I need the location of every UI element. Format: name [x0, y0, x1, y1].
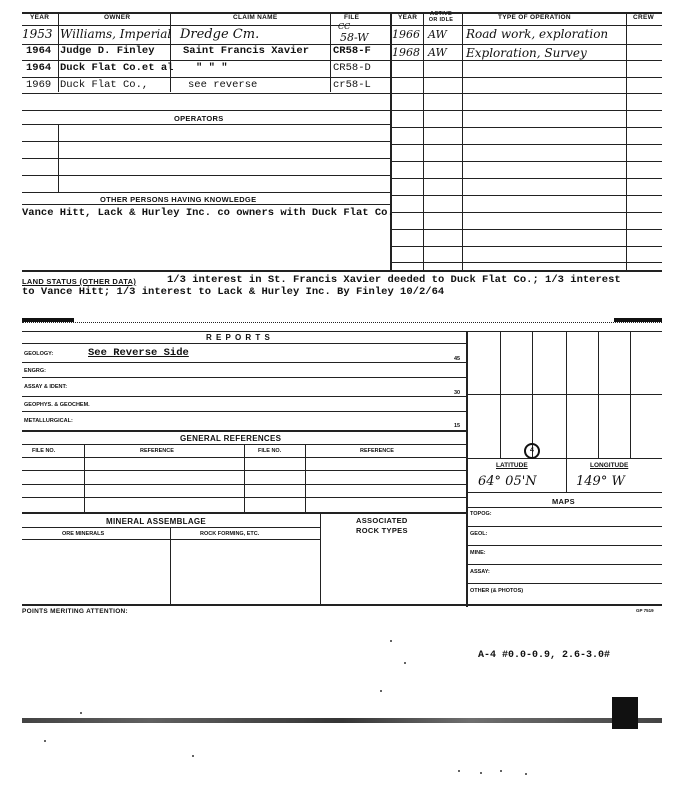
owner-row-line-4	[22, 93, 390, 94]
location-marker: 4	[524, 443, 540, 459]
speck-8	[390, 640, 392, 642]
speck-2	[192, 755, 194, 757]
ops-row-line-6	[390, 127, 662, 128]
operators-top-line	[22, 110, 390, 111]
ops-row-line-7	[390, 144, 662, 145]
crew-header: CREW	[633, 14, 655, 21]
owner-row-4-file: cr58-L	[333, 79, 371, 91]
points-meriting-label: POINTS MERITING ATTENTION:	[22, 608, 129, 615]
col-line-year	[58, 12, 59, 92]
land-status-label: LAND STATUS (OTHER DATA)	[22, 277, 137, 286]
middle-divider	[22, 270, 662, 272]
associated-label: ASSOCIATED	[356, 516, 408, 525]
ref-col-2	[244, 444, 245, 512]
speck-7	[44, 740, 46, 742]
bottom-blot	[612, 697, 638, 729]
operators-line-2	[22, 141, 390, 142]
maps-top-line	[466, 492, 662, 493]
claim-name-header: CLAIM NAME	[233, 14, 278, 21]
other-persons-underline	[22, 204, 390, 205]
year-header: YEAR	[30, 14, 50, 21]
ref-bottom-line	[22, 512, 466, 514]
num-45: 45	[454, 356, 461, 362]
metallurgical-line	[22, 430, 466, 432]
operators-line-4	[22, 175, 390, 176]
form-number: GP 7519	[636, 608, 654, 613]
col-line-active	[462, 12, 463, 270]
assay-line	[22, 396, 466, 397]
mineral-title-underline	[22, 527, 320, 528]
speck-9	[404, 662, 406, 664]
ops-row-2-year: 1968	[392, 46, 420, 59]
ops-row-line-3	[390, 77, 662, 78]
speck-6	[525, 773, 527, 775]
mineral-bottom-line	[22, 604, 662, 606]
type-of-operation-header: TYPE OF OPERATION	[498, 14, 571, 21]
reports-title-underline	[22, 343, 466, 344]
other-photos-label: OTHER (& PHOTOS)	[470, 588, 524, 594]
operators-line-5	[22, 192, 390, 193]
geology-value: See Reverse Side	[88, 347, 189, 359]
bottom-smear	[22, 718, 662, 723]
maps-label: MAPS	[552, 497, 575, 506]
land-status-text-2: to Vance Hitt; 1/3 interest to Lack & Hurley Inc. By Finley 10/2/64	[22, 286, 445, 298]
col-line-year2	[423, 12, 424, 270]
mineral-header-underline	[22, 539, 320, 540]
ref-col-3	[305, 444, 306, 512]
owner-row-4-year: 1969	[26, 79, 52, 91]
ref-col-1	[84, 444, 85, 512]
mineral-assemblage-title: MINERAL ASSEMBLAGE	[106, 517, 207, 526]
mineral-col-line	[170, 527, 171, 604]
rock-types-label: ROCK TYPES	[356, 526, 408, 535]
owner-row-1-claim: Dredge Cm.	[180, 27, 260, 42]
owner-row-3-claim: " " "	[196, 62, 228, 74]
owner-row-line-2	[22, 60, 390, 61]
ops-row-1-type: Road work, exploration	[466, 27, 609, 41]
speck-3	[458, 770, 460, 772]
ops-row-line-2	[390, 60, 662, 61]
ore-minerals-header: ORE MINERALS	[62, 531, 105, 537]
file-header: FILE	[344, 14, 360, 21]
file-no-header-2: FILE NO.	[258, 448, 282, 454]
ops-row-2-type: Exploration, Survey	[466, 46, 587, 60]
ops-row-line-1	[390, 44, 662, 45]
num-15: 15	[454, 423, 461, 429]
land-status-text-1: 1/3 interest in St. Francis Xavier deeded to Duck Flat Co.; 1/3 interest	[167, 274, 621, 286]
sample-note: A-4 #0.0-0.9, 2.6-3.0#	[478, 650, 611, 661]
owner-header: OWNER	[104, 14, 131, 21]
mine-line	[466, 564, 662, 565]
ops-row-line-13	[390, 246, 662, 247]
geophys-label: GEOPHYS. & GEOCHEM.	[24, 402, 90, 408]
ops-row-line-9	[390, 178, 662, 179]
reference-header: REFERENCE	[140, 448, 174, 454]
ops-row-1-status: AW	[428, 28, 447, 41]
active-idle-header: ACTIVE OR IDLE	[428, 11, 454, 23]
other-persons-text: Vance Hitt, Lack & Hurley Inc. co owners with Duck Flat Co.	[22, 207, 394, 219]
topog-line	[466, 526, 662, 527]
owner-row-1-owner: Williams, Imperial	[60, 27, 172, 41]
map-grid-h2	[466, 458, 662, 459]
mine-label: MINE:	[470, 550, 486, 556]
file-annotation: CC	[338, 22, 351, 31]
geol-label: GEOL:	[470, 531, 488, 537]
owner-row-line-3	[22, 77, 390, 78]
assay-map-label: ASSAY:	[470, 569, 490, 575]
engrg-line	[22, 377, 466, 378]
ops-row-line-10	[390, 195, 662, 196]
col-line-type	[626, 12, 627, 270]
longitude-label: LONGITUDE	[590, 462, 629, 469]
col-line-owner	[170, 12, 171, 92]
general-references-title: GENERAL REFERENCES	[180, 434, 282, 443]
dotted-line	[22, 322, 662, 323]
year2-header: YEAR	[398, 14, 418, 21]
operators-line-3	[22, 158, 390, 159]
reports-right-border	[466, 331, 468, 607]
map-grid-h1	[466, 394, 662, 395]
file-no-header: FILE NO.	[32, 448, 56, 454]
topog-label: TOPOG:	[470, 511, 492, 517]
other-persons-label: OTHER PERSONS HAVING KNOWLEDGE	[100, 195, 257, 204]
metallurgical-label: METALLURGICAL:	[24, 418, 73, 424]
owner-row-2-claim: Saint Francis Xavier	[183, 45, 310, 57]
speck-5	[500, 770, 502, 772]
owner-row-4-owner: Duck Flat Co.,	[60, 79, 149, 91]
assay-label: ASSAY & IDENT:	[24, 384, 68, 390]
speck-10	[380, 690, 382, 692]
owner-row-1-file: 58-W	[340, 31, 369, 44]
longitude-value: 149° W	[576, 474, 625, 489]
num-30: 30	[454, 390, 461, 396]
ops-row-line-5	[390, 110, 662, 111]
geology-label: GEOLOGY:	[24, 351, 54, 357]
owner-row-2-file: CR58-F	[333, 45, 371, 57]
operators-line-1	[22, 124, 390, 125]
owner-row-1-year: 1953	[22, 27, 53, 41]
geophys-line	[22, 411, 466, 412]
lat-long-divider	[566, 458, 567, 492]
ops-row-2-status: AW	[428, 46, 447, 59]
latitude-label: LATITUDE	[496, 462, 528, 469]
ops-row-line-14	[390, 262, 662, 263]
operators-col-line	[58, 124, 59, 192]
mineral-right-border	[320, 512, 321, 604]
speck-1	[80, 712, 82, 714]
reports-title: R E P O R T S	[206, 333, 271, 342]
ops-row-1-year: 1966	[392, 28, 420, 41]
owner-row-4-claim: see reverse	[188, 79, 258, 91]
rock-forming-header: ROCK FORMING, ETC.	[200, 531, 260, 537]
reference-header-2: REFERENCE	[360, 448, 394, 454]
ops-row-line-12	[390, 229, 662, 230]
geol-line	[466, 545, 662, 546]
owner-row-3-owner: Duck Flat Co.et al	[60, 62, 174, 74]
assay-map-line	[466, 583, 662, 584]
owner-row-3-file: CR58-D	[333, 62, 371, 74]
owner-row-3-year: 1964	[26, 62, 52, 74]
geology-line	[22, 362, 466, 363]
owner-row-2-owner: Judge D. Finley	[60, 45, 155, 57]
ops-row-line-8	[390, 161, 662, 162]
engrg-label: ENGRG:	[24, 368, 46, 374]
maps-underline	[466, 507, 662, 508]
ops-row-line-11	[390, 212, 662, 213]
col-line-claim	[330, 12, 331, 92]
owner-row-2-year: 1964	[26, 45, 52, 57]
operators-label: OPERATORS	[174, 114, 224, 123]
speck-4	[480, 772, 482, 774]
ops-row-line-4	[390, 93, 662, 94]
latitude-value: 64° 05'N	[478, 474, 537, 489]
